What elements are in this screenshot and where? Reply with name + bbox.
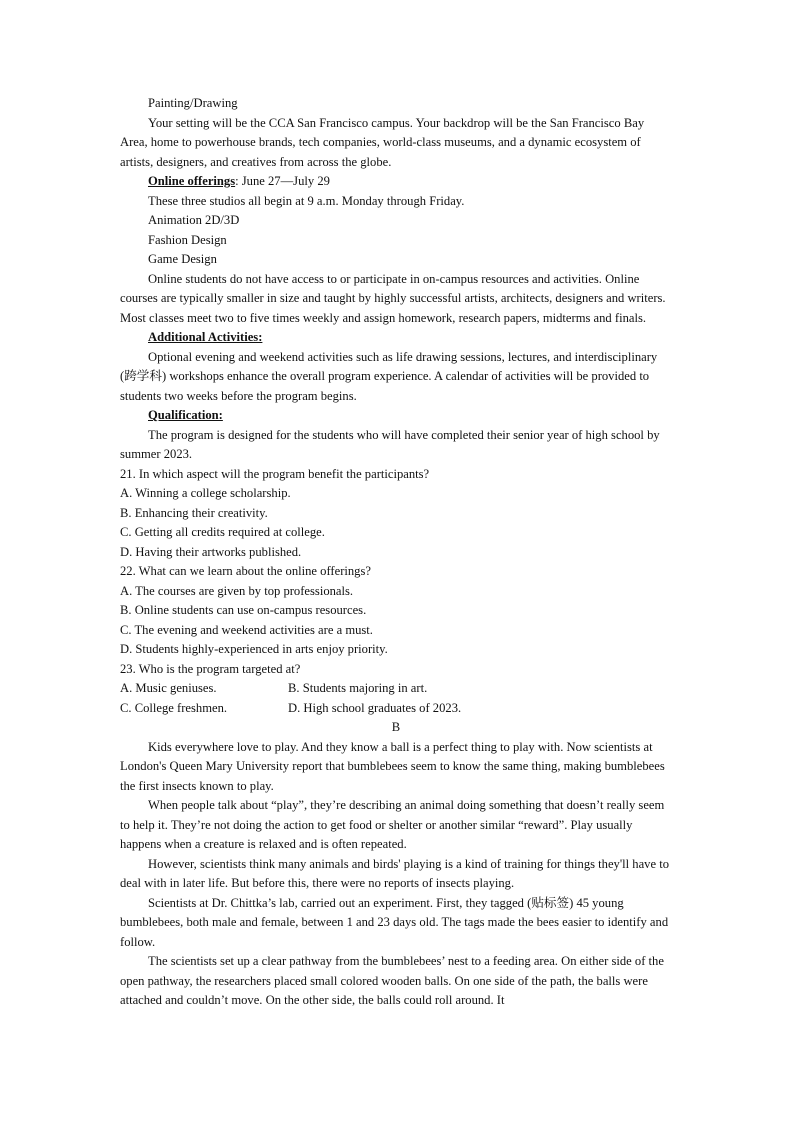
document-page [120, 94, 672, 1011]
studio-item: Game Design [148, 252, 217, 266]
studios-line: These three studios all begin at 9 a.m. Monday through Friday. [148, 193, 465, 208]
passage-b-paragraph: The scientists set up a clear pathway from the bumblebees’ nest to a feeding area. On either side of the open pathway, the researchers placed small colored wooden balls. On one side of the path, the balls were attached and couldn’t move. On the other side, the balls could roll around. It [120, 954, 664, 1007]
qualification-heading: Qualification: [148, 408, 223, 422]
additional-paragraph: Optional evening and weekend activities such as life drawing sessions, lectures, and interdisciplinary (跨学科) workshops enhance the overall program experience. A calendar of activities will be provided to students two weeks before the program begins. [120, 349, 658, 403]
question-23-options-row [120, 679, 672, 699]
question-21-stem: 21. In which aspect will the program benefit the participants? [120, 466, 430, 481]
studio-item: Animation 2D/3D [148, 213, 240, 227]
question-23-options-row [120, 699, 672, 719]
question-22-option: D. Students highly-experienced in arts enjoy priority. [120, 642, 388, 656]
qualification-line [120, 406, 672, 426]
additional-activities-heading: Additional Activities: [148, 330, 263, 344]
question-23-stem: 23. Who is the program targeted at? [120, 661, 301, 676]
question-22-option: C. The evening and weekend activities are a must. [120, 622, 373, 637]
passage-b-paragraph: However, scientists think many animals and birds' playing is a kind of training for things they'll have to deal with in later life. But before this, there were no reports of insects playing. [120, 856, 669, 890]
online-dates: : June 27—July 29 [235, 174, 330, 188]
question-23-option: B. Students majoring in art. [288, 681, 428, 695]
passage-b-heading: B [391, 720, 401, 734]
passage-b-paragraph: Kids everywhere love to play. And they know a ball is a perfect thing to play with. Now scientists at London's Queen Mary University report that bumblebees seem to know the same thing, making bumblebees the first insects known to play. [120, 739, 665, 793]
question-22-stem: 22. What can we learn about the online offerings? [120, 564, 371, 578]
question-23-option: A. Music geniuses. [120, 681, 217, 695]
online-offerings-heading: Online offerings [148, 174, 236, 188]
question-22-option: B. Online students can use on-campus resources. [120, 603, 367, 617]
item-painting: Painting/Drawing [148, 96, 238, 110]
studio-item: Fashion Design [148, 232, 227, 247]
online-paragraph: Online students do not have access to or participate in on-campus resources and activities. Online courses are typically smaller in size and taught by highly successful artists, architects, designers and writers. Most classes meet two to five times weekly and assign homework, research papers, midterms and finals. [120, 271, 666, 325]
passage-b-paragraph: Scientists at Dr. Chittka’s lab, carried out an experiment. First, they tagged (贴标签) 45 young bumblebees, both male and female, between 1 and 23 days old. The tags made the bees easier to identify and follow. [120, 895, 669, 949]
passage-b-paragraph: When people talk about “play”, they’re describing an animal doing something that doesn’t really seem to help it. They’re not doing the action to get food or shelter or another similar “reward”. Play usually happens when a creature is relaxed and is often repeated. [120, 798, 665, 851]
additional-activities-line [120, 328, 672, 348]
setting-paragraph: Your setting will be the CCA San Francisco campus. Your backdrop will be the San Francisco Bay Area, home to powerhouse brands, tech companies, world-class museums, and a dynamic ecosystem of artists, designers, and creatives from across the globe. [120, 115, 645, 169]
question-23-option: D. High school graduates of 2023. [288, 700, 462, 715]
online-offerings-line [120, 172, 672, 192]
question-22-option: A. The courses are given by top professionals. [120, 583, 354, 598]
question-21-option: A. Winning a college scholarship. [120, 486, 291, 500]
question-21-option: C. Getting all credits required at college. [120, 525, 325, 539]
question-21-option: B. Enhancing their creativity. [120, 505, 268, 520]
question-23-option: C. College freshmen. [120, 700, 228, 715]
qualification-paragraph: The program is designed for the students who will have completed their senior year of high school by summer 2023. [120, 427, 660, 461]
question-21-option: D. Having their artworks published. [120, 544, 302, 559]
